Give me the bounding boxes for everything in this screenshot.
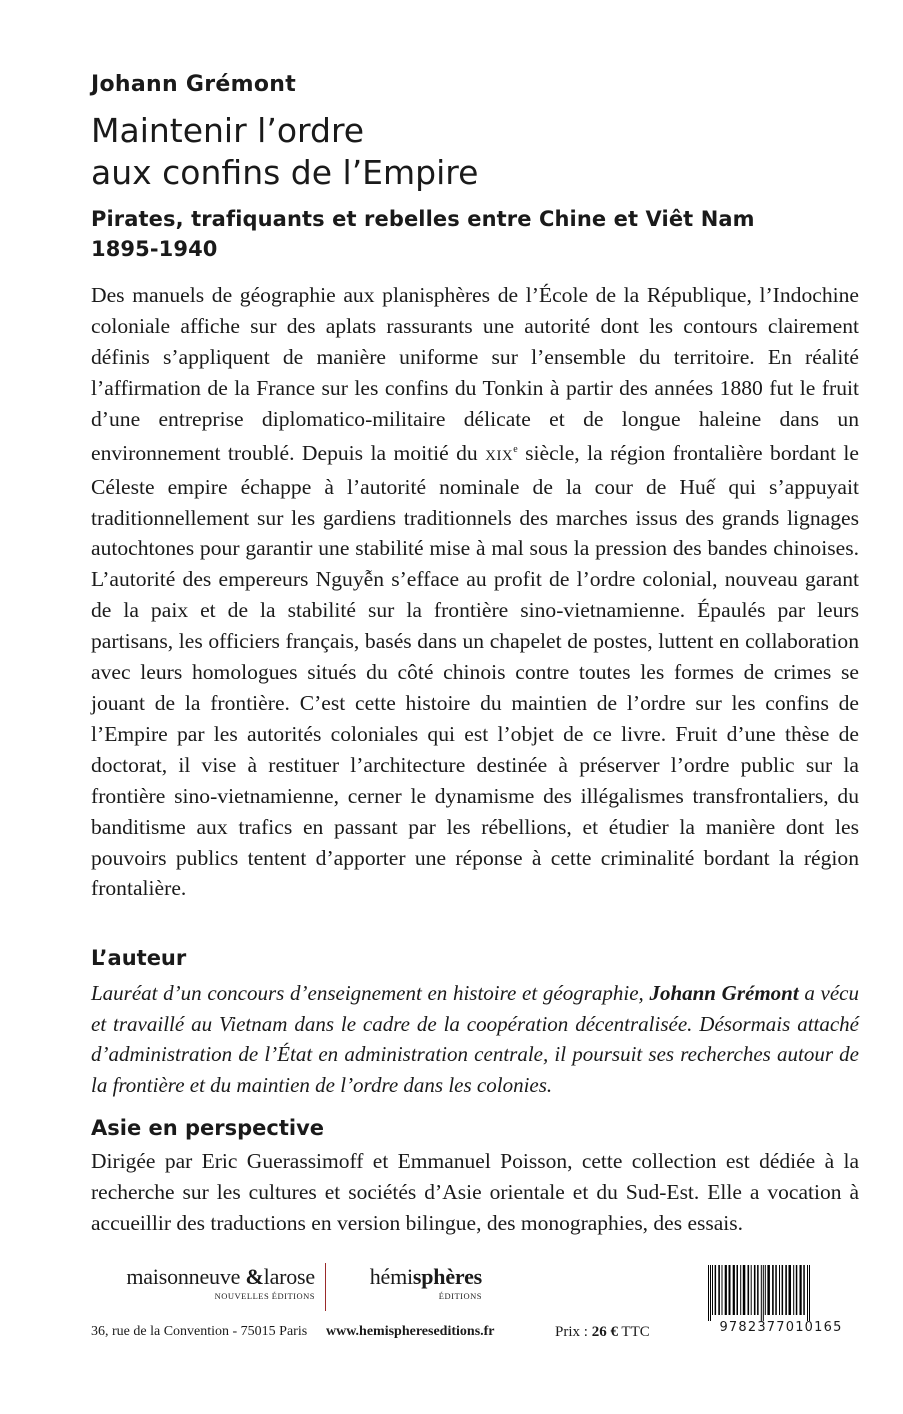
barcode-bar [763,1265,764,1321]
barcode-bar [710,1265,711,1321]
barcode-bar [722,1265,723,1315]
barcode-bar [767,1265,770,1315]
barcode-bar [785,1265,787,1315]
barcode-bar [740,1265,741,1315]
barcode-bar [800,1265,802,1315]
subtitle-line-1: Pirates, trafiquants et rebelles entre Chine et Viêt Nam [91,207,755,231]
barcode-bar [708,1265,709,1321]
century-numeral: XIX [485,447,514,464]
barcode-bar [775,1265,777,1315]
series-section-heading: Asie en perspective [91,1116,325,1140]
barcode-bar [793,1265,794,1315]
century-superscript: e [513,443,518,455]
author-name: Johann Grémont [91,72,297,97]
barcode-bar [718,1265,720,1315]
barcode-bar [782,1265,784,1315]
barcode-bar [751,1265,752,1315]
barcode-bar [725,1265,727,1315]
price-value: 26 € [591,1324,618,1340]
title-line-2: aux confins de l’Empire [91,153,479,192]
summary-part-2: siècle, la région frontalière bordant le Céleste empire échappe à l’autorité nominale de la cour de Huế qui s’appuyait traditionnellement sur les gardiens traditionnels des marches issus des grands lignages autochtones pour garantir une stabilité mise à mal sous la pression des bandes chinoises. L’autorité des empereurs Nguyễn s’efface au profit de l’ordre colonial, nouveau garant de la paix et de la stabilité sur la frontière sino-vietnamienne. Épaulés par leurs partisans, les officiers français, basés dans un chapelet de postes, luttent en collaboration avec leurs homologues situés du côté chinois contre toutes les formes de crimes se jouant de la frontière. C’est cette histoire du maintien de l’ordre sur les confins de l’Empire par les autorités coloniales qui est l’objet de ce livre. Fruit d’une thèse de doctorat, il vise à restituer l’architecture destinée à préserver l’ordre public sur la frontière sino-vietnamienne, cerner le dynamisme des illégalismes transfrontaliers, du banditisme aux trafics en passant par les rébellions, et étudier la manière dont les pouvoirs publics tentent d’apporter une réponse à cette criminalité bordant la région frontalière. [91,440,859,901]
price [555,1324,650,1341]
barcode-bar [729,1265,731,1315]
maisonneuve-larose-wordmark: maisonneuve &larose [126,1264,315,1289]
series-description: Dirigée par Eric Guerassimoff et Emmanuel Poisson, cette collection est dédiée à la recherche sur les cultures et sociétés d’Asie orientale et du Sud-Est. Elle a vocation à accueillir des traductions en version bilingue, des monographies, des essais. [91,1149,859,1235]
barcode-bar [748,1265,750,1315]
barcode-bar [809,1265,810,1321]
barcode-bar [779,1265,780,1315]
book-title [91,110,478,194]
author-section-heading: L’auteur [91,946,187,970]
hemispheres-tagline: ÉDITIONS [438,1291,482,1301]
barcode-bar [761,1265,762,1321]
author-bio-name: Johann Grémont [649,981,799,1005]
publisher-website[interactable]: www.hemisphereseditions.fr [326,1324,495,1339]
barcode-bar [757,1265,759,1315]
book-summary [91,280,859,904]
maisonneuve-larose-tagline: NOUVELLES ÉDITIONS [214,1291,315,1301]
barcode-bar [803,1265,805,1315]
barcode-bar [715,1265,717,1315]
barcode-bar [796,1265,798,1315]
barcode-bar [754,1265,756,1315]
barcode-bar [772,1265,774,1315]
barcode-bar [789,1265,792,1315]
maisonneuve-larose-logo [91,1264,315,1301]
price-label: Prix : [555,1324,592,1340]
author-bio [91,978,859,1100]
hemispheres-logo [336,1264,482,1301]
publisher-address: 36, rue de la Convention - 75015 Paris [91,1324,308,1339]
hemispheres-wordmark: hémisphères [369,1264,482,1289]
price-suffix: TTC [617,1324,650,1340]
author-bio-intro: Lauréat d’un concours d’enseignement en histoire et géographie, [91,981,650,1005]
barcode-bar [712,1265,713,1315]
barcode-bar [765,1265,766,1315]
barcode-bar [743,1265,746,1315]
isbn-number: 9782377010165 [719,1320,843,1335]
barcode-bar [737,1265,739,1315]
barcode-bar [733,1265,735,1315]
barcode-bar [807,1265,808,1321]
author-bio-rest: a vécu et travaillé au Vietnam dans le cadre de la coopération décentralisée. Désormais attaché d’administration de l’État en administration centrale, il poursuit ses recherches autour de la frontière et du maintien de l’ordre dans les colonies. [91,981,860,1097]
summary-part-1: Des manuels de géographie aux planisphères de l’École de la République, l’Indochine coloniale affiche sur des aplats rassurants une autorité dont les contours clairement définis s’appliquent de manière uniforme sur l’ensemble du territoire. En réalité l’affirmation de la France sur les confins du Tonkin à partir des années 1880 fut le fruit d’une entreprise diplomatico-militaire délicate et de longue haleine dans un environnement troublé. Depuis la moitié du [91,283,859,465]
title-line-1: Maintenir l’ordre [91,111,365,150]
publisher-divider [325,1263,326,1311]
subtitle-years: 1895-1940 [91,237,218,261]
book-subtitle [91,204,755,264]
